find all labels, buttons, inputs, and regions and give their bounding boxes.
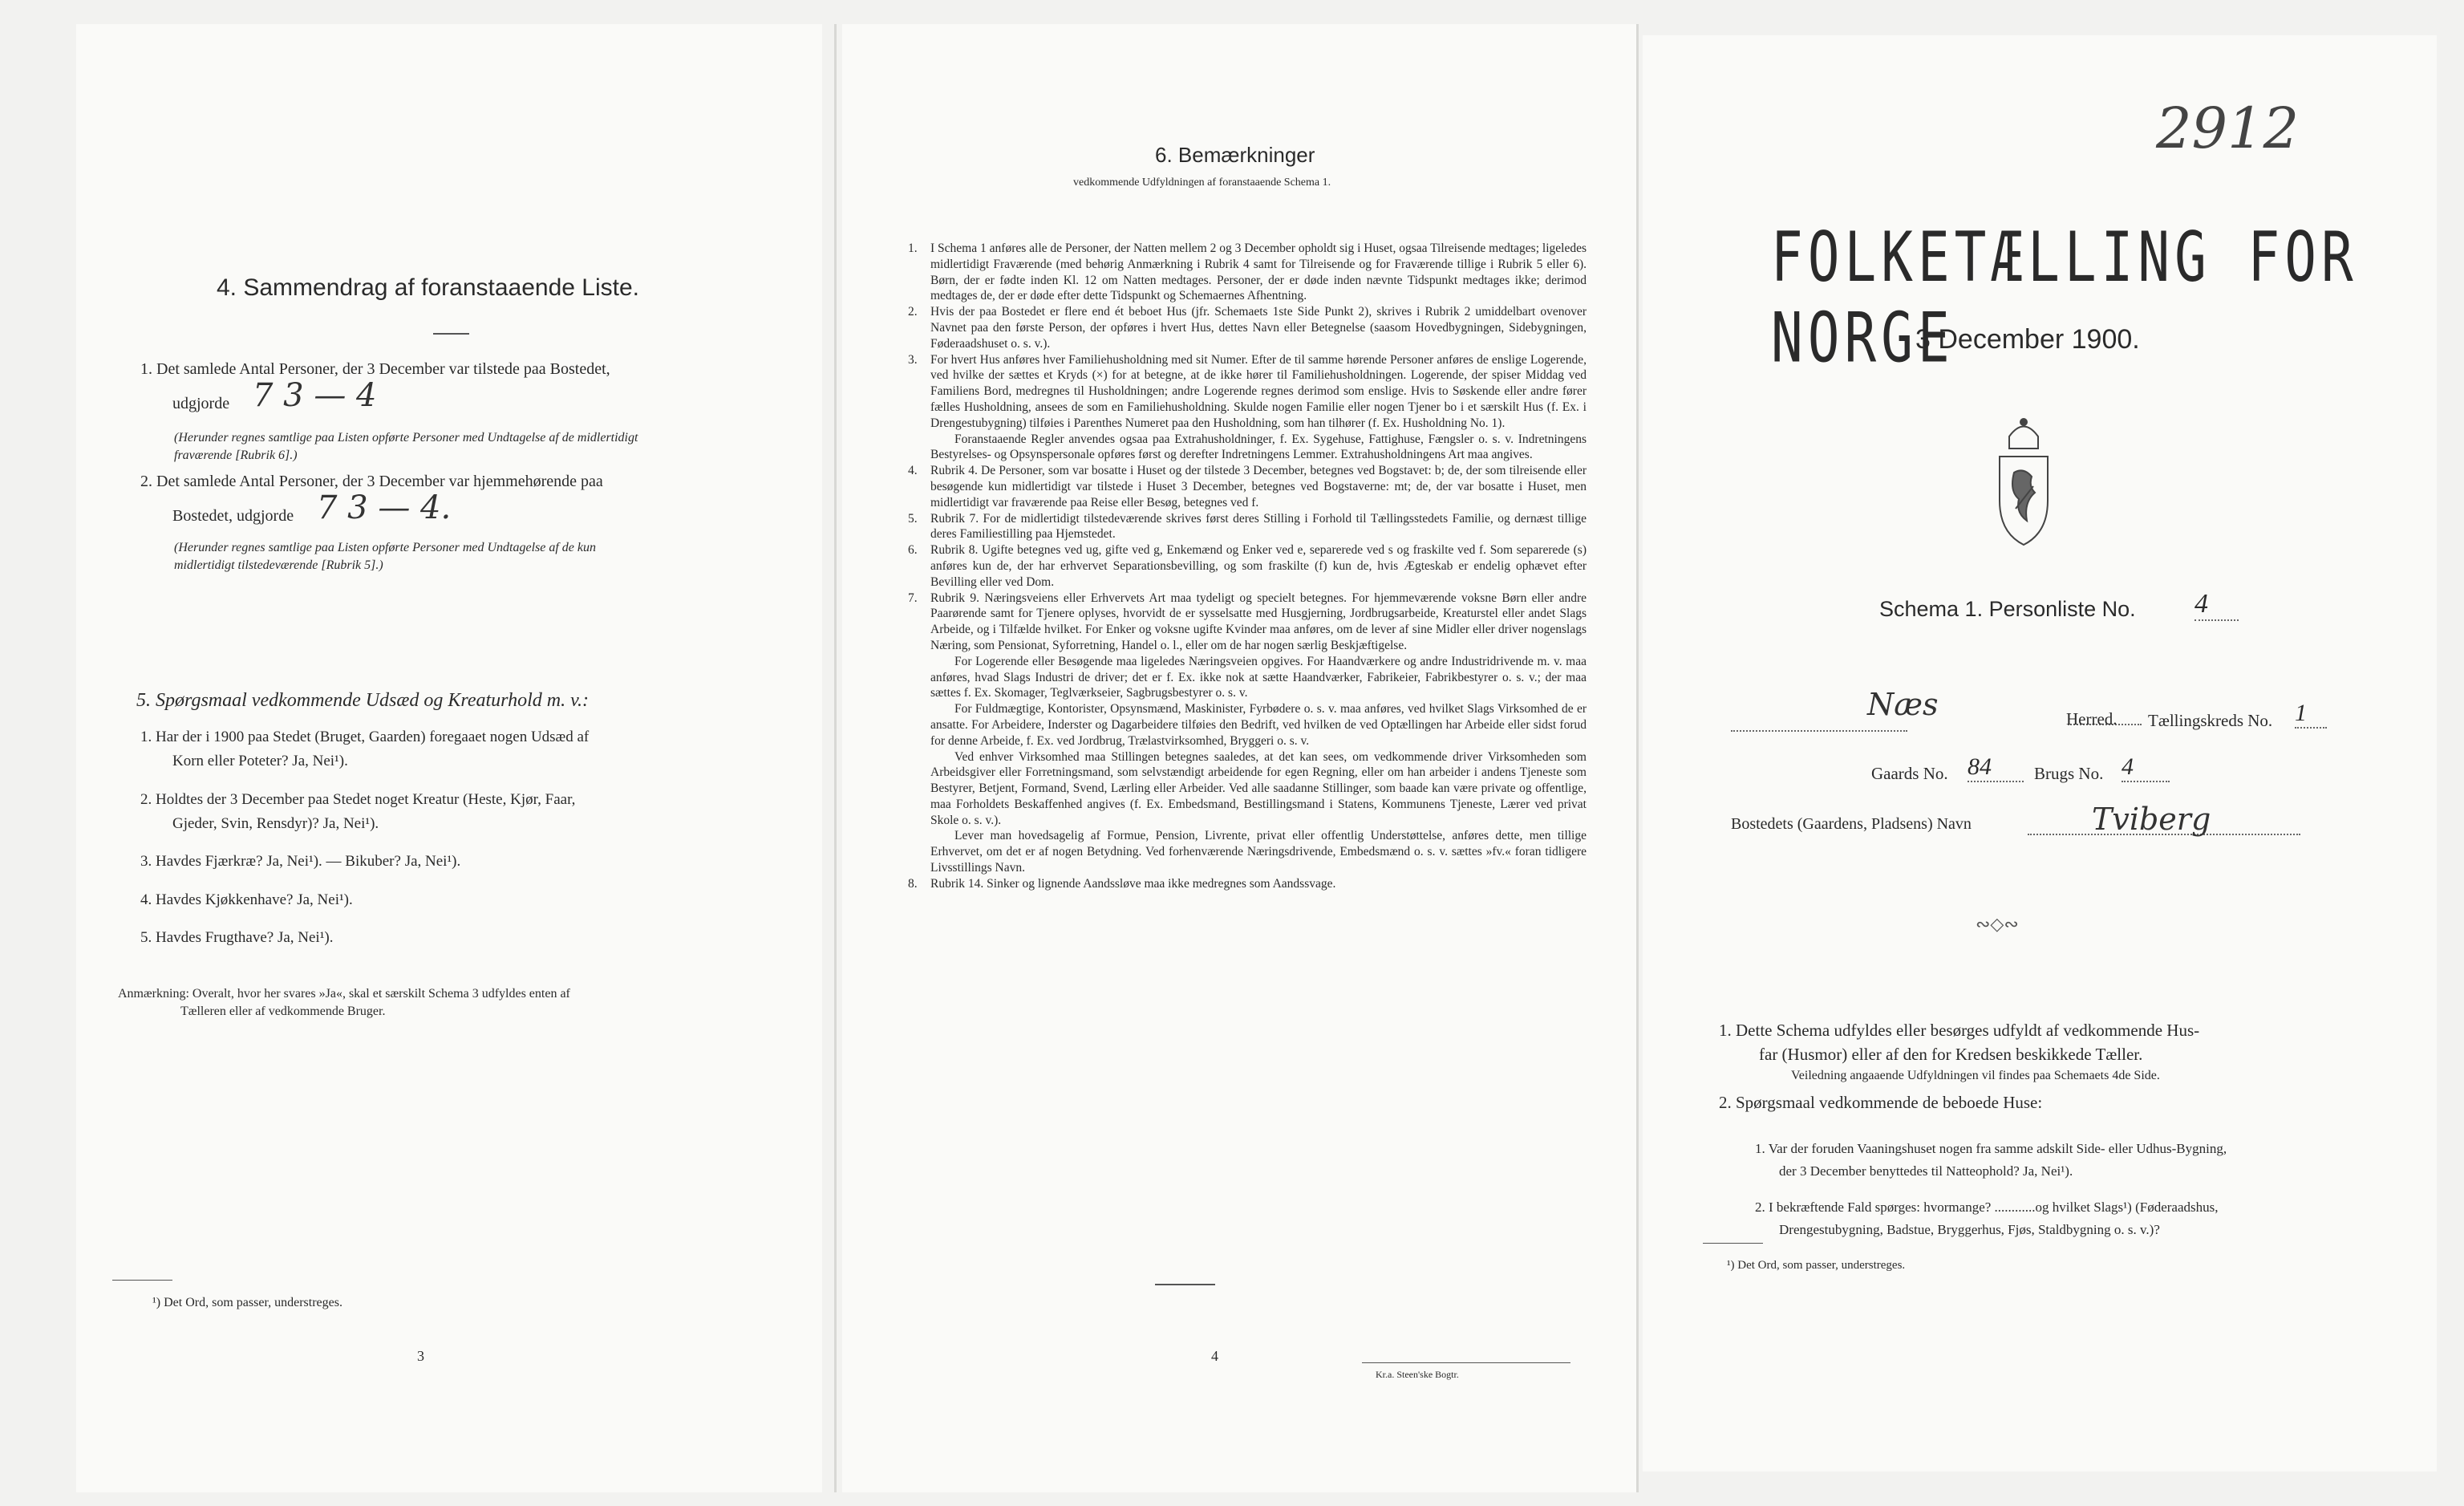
remark-line1: Anmærkning: Overalt, hvor her svares »Ja«, skal et særskilt Schema 3 udfyldes enten af bbox=[118, 987, 570, 1001]
bosted-handwritten: Tviberg bbox=[2092, 802, 2211, 837]
remark-item: For Logerende eller Besøgende maa ligeledes Næringsveien opgives. For Haandværkere og andre Industridrivende m. v. maa anføres, hvad Slags Industri de driver; det er f. Ex. ikke nok at sætte Haandværker, Fabrikeier, Fabrikbestyrer o. s. v.; der maa sættes f. Ex. Skomager, Teglværkseier, Sagbrugsbestyrer o. s. v. bbox=[930, 654, 1587, 700]
remark-item: 7. Rubrik 9. Næringsveiens eller Erhvervets Art maa tydeligt og specielt betegnes. For hjemmeværende voksne Børn eller andre Paarørende samt for Tjenere oplyses, hvorvidt de er sysselsatte med Husgjerning, Jordbrugsarbeide, Kreaturstel eller andet Slags Arbeide, og i Tilfælde hvilket. For Enker og voksne ugifte Kvinder maa anføres, om de lever af sine Midler eller driver nogenslags Næring, som Pensionat, Syforretning, Handel o. l., eller om de har nogen særlig Beskjæftigelse. bbox=[908, 591, 1587, 652]
divider bbox=[433, 333, 469, 335]
page-fold bbox=[834, 24, 837, 1492]
section-6-subheading: vedkommende Udfyldningen af foranstaaende Schema 1. bbox=[1073, 177, 1331, 189]
footnote-rule bbox=[112, 1280, 172, 1281]
q4: 4. Havdes Kjøkkenhave? Ja, Nei¹). bbox=[140, 891, 353, 908]
remark-item: 2. Hvis der paa Bostedet er flere end ét beboet Hus (jfr. Schemaets 1ste Side Punkt 2), skrives i Rubrik 2 umiddelbart ovenover Navnet paa den første Person, der opføres i hvert Hus, dettes Navn eller Betegnelse (saasom Hovedbygningen, Sidebygningen, Føderaadshuset o. s. v.). bbox=[908, 305, 1587, 351]
item1-note2: fraværende [Rubrik 6].) bbox=[174, 449, 298, 462]
instruction-1-line1: 1. Dette Schema udfyldes eller besørges udfyldt af vedkommende Hus- bbox=[1719, 1021, 2200, 1040]
q1-line1: 1. Har der i 1900 paa Stedet (Bruget, Gaarden) foregaaet nogen Udsæd af bbox=[140, 729, 590, 745]
q3: 3. Havdes Fjærkræ? Ja, Nei¹). — Bikuber? Ja, Nei¹). bbox=[140, 853, 461, 870]
house-question-2-line1: 2. I bekræftende Fald spørges: hvormange? ............og hvilket Slags¹) (Føderaadshus, bbox=[1755, 1200, 2219, 1215]
remark-item: 4. Rubrik 4. De Personer, som var bosatte i Huset og der tilstede 3 December, betegnes ved Bogstavet: b; de, der som tilreisende eller besøgende kun midlertidigt var tilstede i Huset 3 December, betegnes ved Bogstaverne: mt; de, der var bosatte i Huset, men midlertidigt var fraværende paa Reise eller Besøg, betegnes ved f. bbox=[908, 464, 1587, 509]
page-fold bbox=[1636, 24, 1639, 1492]
item1-note1: (Herunder regnes samtlige paa Listen opførte Personer med Undtagelse af de midlertidigt bbox=[174, 431, 638, 444]
remark-line2: Tælleren eller af vedkommende Bruger. bbox=[180, 1005, 386, 1018]
item2-line2: Bostedet, udgjorde bbox=[172, 507, 294, 525]
q5: 5. Havdes Frugthave? Ja, Nei¹). bbox=[140, 929, 334, 946]
section-6-heading: 6. Bemærkninger bbox=[1155, 143, 1315, 167]
footnote: ¹) Det Ord, som passer, understreges. bbox=[152, 1296, 342, 1309]
printer-credit: Kr.a. Steen'ske Bogtr. bbox=[1376, 1369, 1459, 1380]
schema-label: Schema 1. Personliste No. bbox=[1879, 597, 2136, 621]
q2-line2: Gjeder, Svin, Rensdyr)? Ja, Nei¹). bbox=[172, 815, 379, 832]
remark-item: For Fuldmægtige, Kontorister, Opsynsmænd, Maskinister, Fyrbødere o. s. v. maa anføres, ved hvilket Slags Virksomhed de er ansatte. For Arbeidere, Inderster og Dagarbeidere tilføies den Bedrift, ved hvilken de ved Optællingen har Arbeide eller sidst forud for denne Arbeide, f. Ex. ved Jordbrug, Trælastvirksomhed, Bryggeri o. s. v. bbox=[930, 702, 1587, 748]
instruction-1-line2: far (Husmor) eller af den for Kredsen beskikkede Tæller. bbox=[1759, 1045, 2143, 1064]
item2-handwritten: 7 3 — 4. bbox=[317, 489, 452, 526]
kreds-label: Tællingskreds No. bbox=[2148, 711, 2273, 730]
herred-handwritten: Næs bbox=[1867, 687, 1939, 722]
personliste-number: 4 bbox=[2194, 589, 2239, 621]
item1-handwritten: 7 3 — 4 bbox=[253, 377, 377, 414]
item2-note2: midlertidigt tilstedeværende [Rubrik 5].) bbox=[174, 558, 383, 572]
q2-line1: 2. Holdtes der 3 December paa Stedet noget Kreatur (Heste, Kjør, Faar, bbox=[140, 791, 576, 808]
section-4-heading: 4. Sammendrag af foranstaaende Liste. bbox=[217, 274, 639, 301]
brugs-label: Brugs No. bbox=[2034, 764, 2104, 783]
remark-item: 5. Rubrik 7. For de midlertidigt tilstedeværende skrives først deres Stilling i Forhold til Tællingsstedets Familie, og dernæst tillige deres Familiestilling paa Hjemstedet. bbox=[908, 511, 1587, 542]
gaards-number: 84 bbox=[1968, 753, 2024, 782]
page-number: 3 bbox=[417, 1348, 424, 1364]
remark-item: 6. Rubrik 8. Ugifte betegnes ved ug, gifte ved g, Enkemænd og Enker ved e, separerede ved s og fraskilte ved f. Som separerede (s) anføres kun de, der har erhvervet Separationsbevilling, og som fraskilte (f) kun de, hvis Ægteskab er endelig ophævet efter Bevilling eller ved Dom. bbox=[908, 543, 1587, 589]
page-1-cover bbox=[1643, 35, 2437, 1471]
ornament: ∾◇∾ bbox=[1976, 914, 2019, 934]
house-question-1-line2: der 3 December benyttedes til Natteophold? Ja, Nei¹). bbox=[1779, 1163, 2073, 1179]
remark-item: 1. I Schema 1 anføres alle de Personer, der Natten mellem 2 og 3 December opholdt sig i Huset, ogsaa Tilreisende medtages; ligeledes midlertidigt Fraværende (med behørig Anmærkning i Rubrik 4 samt for Tilreisende og for Fraværende tillige i Rubrik 5 eller 6). Børn, der er fødte inden Kl. 12 om Natten medtages. Personer, der er døde inden nævnte Tidspunkt medtages ikke; derimod medtages de, der er døde efter dette Tidspunkt og Schemaernes Afhentning. bbox=[908, 242, 1587, 303]
remark-item: Lever man hovedsagelig af Formue, Pension, Livrente, privat eller offentlig Understøttelse, anføres dette, men tillige Erhvervet, om det er af nogen Betydning. Ved forhenværende Næringsdrivende, Embedsmænd o. s. v. sættes »fv.« foran tidligere Livsstillings Navn. bbox=[930, 829, 1587, 875]
form-title: FOLKETÆLLING FOR NORGE bbox=[1771, 217, 2358, 379]
coat-of-arms-icon bbox=[1992, 412, 2056, 553]
bosted-label: Bostedets (Gaardens, Pladsens) Navn bbox=[1731, 815, 1972, 833]
printer-rule bbox=[1362, 1362, 1570, 1363]
remark-item: Foranstaaende Regler anvendes ogsaa paa Extrahusholdninger, f. Ex. Sygehuse, Fattighuse, Fængsler o. s. v. Indretningens Bestyrelses- og Opsynspersonale opføres først og derefter Indretningens Lemmer. Extrahusholdningens Art maa angives. bbox=[930, 432, 1587, 462]
gaards-label: Gaards No. bbox=[1871, 764, 1948, 783]
remark-item: 3. For hvert Hus anføres hver Familiehusholdning med sit Numer. Efter de til samme hørende Personer anføres de enslige Logerende, ved hvilke der sættes et Kryds (×) for at betegne, at de ikke hører til Familiehusholdningen. Logerende, der spiser Middag ved Familiens Bord, medregnes til Husholdningen; andre Logerende regnes derimod som enslige. Hvis to Søskende eller andre fører fælles Husholdning, ansees de som en Familiehusholdning. Skulde nogen Familie eller nogen Tjener bo i et særskilt Hus (f. Ex. i Drengestubygning) tilføies i Parenthes Numeret paa den Husholdning, som han tilhører (f. Ex. Husholdning No. 1). bbox=[908, 352, 1587, 430]
page-number: 4 bbox=[1211, 1348, 1218, 1364]
item2-note1: (Herunder regnes samtlige paa Listen opførte Personer med Undtagelse af de kun bbox=[174, 541, 596, 554]
q1-line2: Korn eller Poteter? Ja, Nei¹). bbox=[172, 753, 348, 769]
form-date: 3 December 1900. bbox=[1915, 324, 2140, 355]
archive-number: 2912 bbox=[2156, 95, 2300, 161]
item1-line2: udgjorde bbox=[172, 395, 230, 412]
page-4 bbox=[842, 24, 1636, 1492]
item2-line1: 2. Det samlede Antal Personer, der 3 December var hjemmehørende paa bbox=[140, 473, 603, 490]
page-3 bbox=[76, 24, 822, 1492]
remark-item: 8. Rubrik 14. Sinker og lignende Aandssløve maa ikke medregnes som Aandssvage. bbox=[908, 876, 1336, 891]
house-question-1-line1: 1. Var der foruden Vaaningshuset nogen fra samme adskilt Side- eller Udhus-Bygning, bbox=[1755, 1141, 2227, 1156]
footnote: ¹) Det Ord, som passer, understreges. bbox=[1727, 1259, 1906, 1272]
section-5-heading: 5. Spørgsmaal vedkommende Udsæd og Kreaturhold m. v.: bbox=[136, 690, 589, 711]
instruction-2: 2. Spørgsmaal vedkommende de beboede Huse: bbox=[1719, 1093, 2043, 1112]
kreds-number: 1 bbox=[2295, 700, 2327, 729]
brugs-number: 4 bbox=[2122, 753, 2170, 782]
remarks-list bbox=[908, 241, 1587, 892]
item1-line1: 1. Det samlede Antal Personer, der 3 December var tilstede paa Bostedet, bbox=[140, 360, 610, 378]
divider bbox=[1155, 1284, 1215, 1285]
house-question-2-line2: Drengestubygning, Badstue, Bryggerhus, Fjøs, Staldbygning o. s. v.)? bbox=[1779, 1222, 2160, 1237]
instruction-1-note: Veiledning angaaende Udfyldningen vil findes paa Schemaets 4de Side. bbox=[1791, 1069, 2160, 1082]
footnote-rule bbox=[1703, 1243, 1763, 1244]
remark-item: Ved enhver Virksomhed maa Stillingen betegnes saaledes, at det kan sees, om vedkommende driver Virksomheden som Arbeidsgiver eller Forretningsmand, som selvstændigt arbeidende for egen Regning, eller om han arbeider i andens Tjeneste som Bestyrer, Betjent, Formand, Svend, Lærling eller Arbeider. Ved alle saadanne Stillinger, som baade kan være private og offentlige, maa Forholdets Beskaffenhed angives (f. Ex. Embedsmand, Bestillingsmand i Statens, Kommunens Tjeneste, Lærer ved privat Skole o. s. v.). bbox=[930, 749, 1587, 827]
herred-label: Herred. bbox=[2066, 709, 2118, 729]
